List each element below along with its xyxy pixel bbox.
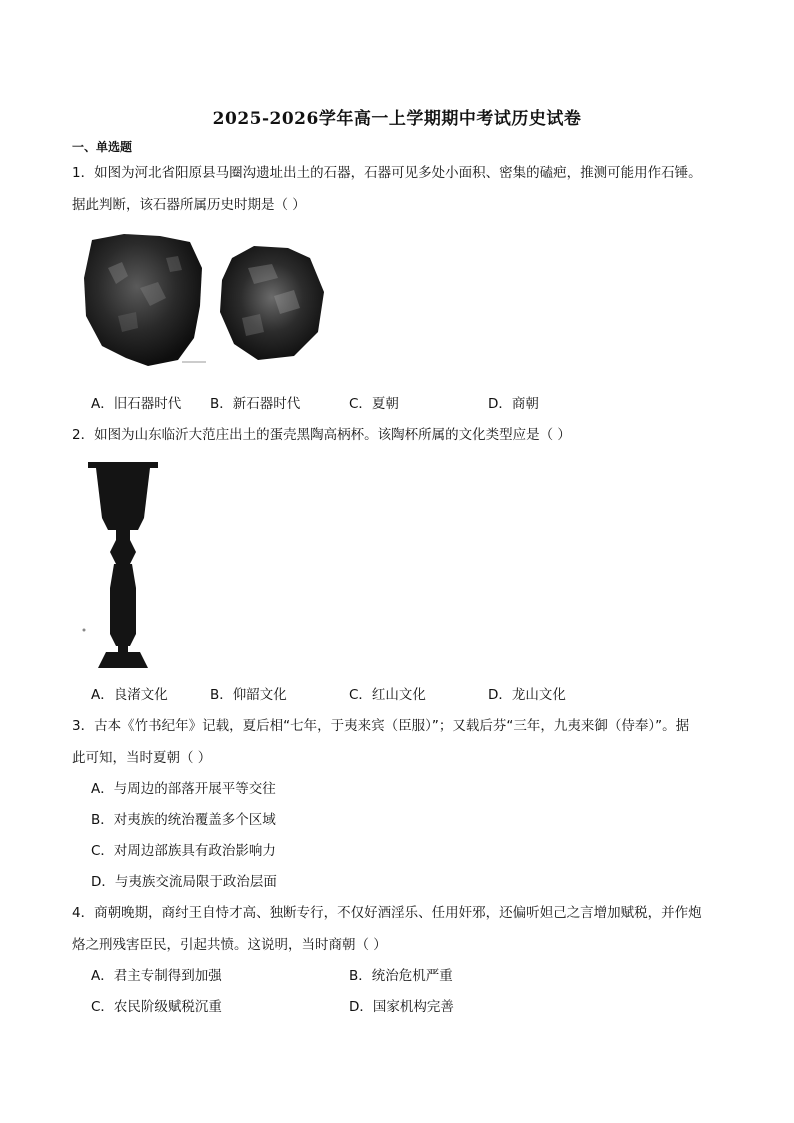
question-2-option-d[interactable]: D．龙山文化 [488,687,566,703]
question-2-option-a[interactable]: A．良渚文化 [91,687,168,703]
question-3-option-d[interactable]: D．与夷族交流局限于政治层面 [91,874,277,890]
question-3-text-line-2: 此可知，当时夏朝（ ） [72,750,212,766]
question-3-text-line-1: 3．古本《竹书纪年》记载，夏后相“七年，于夷来宾（臣服）”；又载后芬“三年，九夷来御（侍奉）”。据 [72,718,690,734]
question-3-option-b[interactable]: B．对夷族的统治覆盖多个区域 [91,812,276,828]
question-4-option-a[interactable]: A．君主专制得到加强 [91,968,222,984]
stone-tool-image-2 [214,238,328,362]
black-pottery-cup-image [80,458,164,674]
stone-tool-image-1 [78,228,208,368]
question-4-text-line-2: 烙之刑残害臣民，引起共愤。这说明，当时商朝（ ） [72,937,387,953]
section-heading: 一、单选题 [72,140,133,154]
question-4-text-line-1: 4．商朝晚期，商纣王自恃才高、独断专行，不仅好酒淫乐、任用奸邪，还偏听妲己之言增加赋税，并作炮 [72,905,702,921]
question-1-option-c[interactable]: C．夏朝 [349,396,399,412]
question-1-text-line-1: 1．如图为河北省阳原县马圈沟遗址出土的石器，石器可见多处小面积、密集的磕疤，推测可能用作石锤。 [72,165,702,181]
question-4-option-d[interactable]: D．国家机构完善 [349,999,454,1015]
question-1-option-d[interactable]: D．商朝 [488,396,539,412]
question-4-option-c[interactable]: C．农民阶级赋税沉重 [91,999,222,1015]
question-2-text-line-1: 2．如图为山东临沂大范庄出土的蛋壳黑陶高柄杯。该陶杯所属的文化类型应是（ ） [72,427,571,443]
question-1-option-a[interactable]: A．旧石器时代 [91,396,182,412]
question-1-option-b[interactable]: B．新石器时代 [210,396,301,412]
question-3-option-a[interactable]: A．与周边的部落开展平等交往 [91,781,276,797]
question-4-option-b[interactable]: B．统治危机严重 [349,968,453,984]
question-1-text-line-2: 据此判断，该石器所属历史时期是（ ） [72,197,306,213]
question-2-option-b[interactable]: B．仰韶文化 [210,687,287,703]
question-2-option-c[interactable]: C．红山文化 [349,687,426,703]
question-3-option-c[interactable]: C．对周边部族具有政治影响力 [91,843,276,859]
page-title: 2025-2026学年高一上学期期中考试历史试卷 [212,109,582,129]
